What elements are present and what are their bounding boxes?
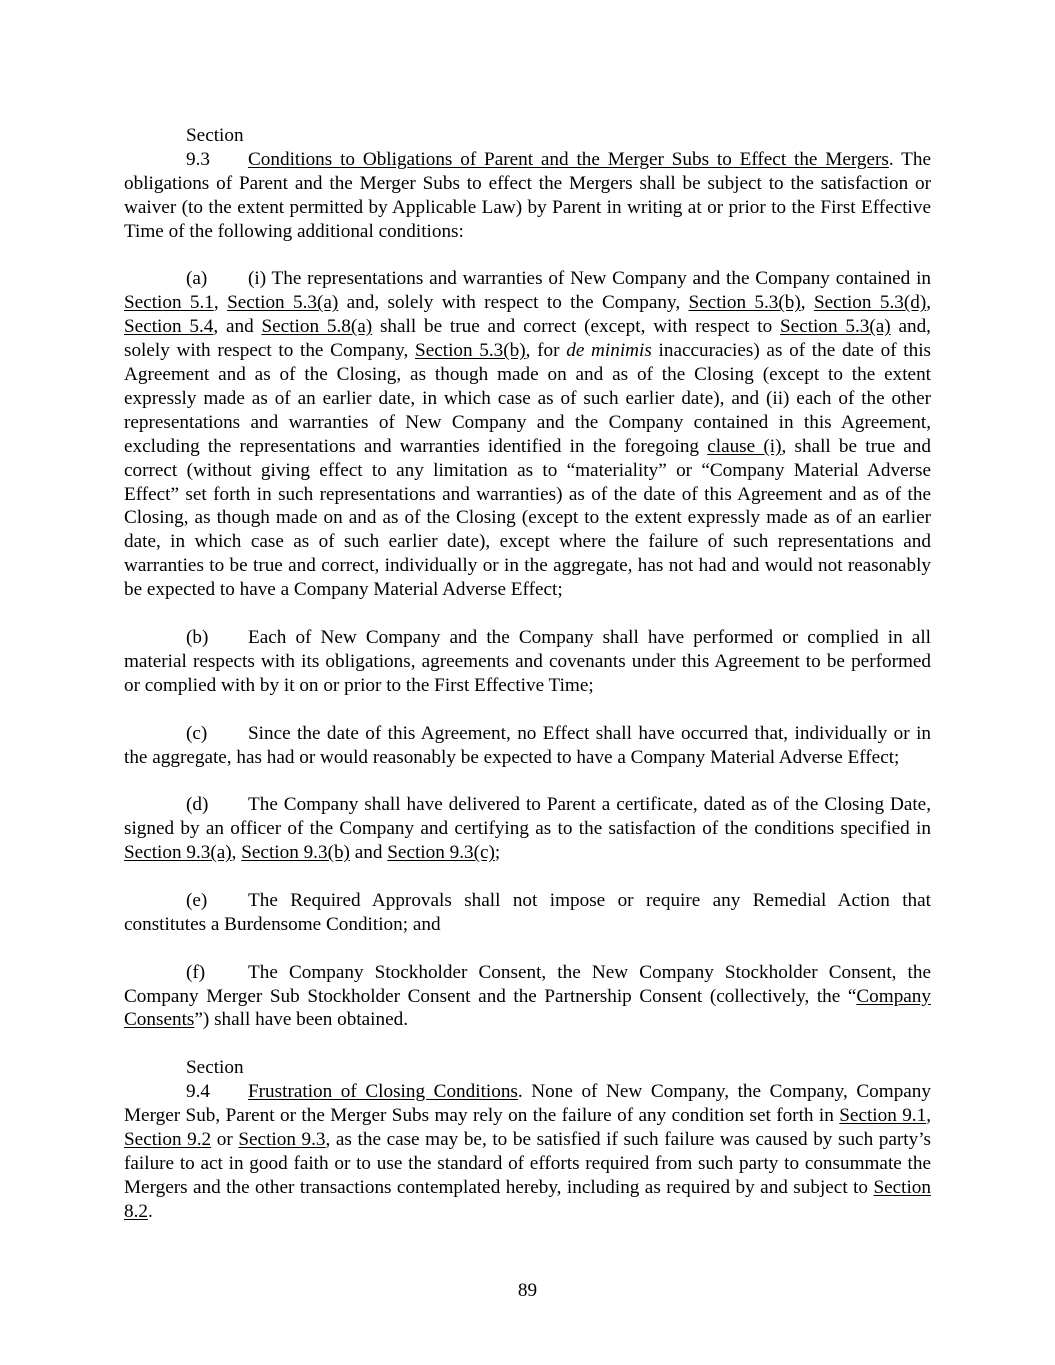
cross-reference: Section 5.3(a)	[780, 316, 891, 338]
clause-label: (b)	[186, 627, 209, 648]
cross-reference: Section 5.3(b)	[415, 340, 526, 362]
section-9-4: Section 9.4 Frustration of Closing Conditions. None of New Company, the Company, Company Merger Sub, Parent or the Merger Subs may rely on the failure of any condition set forth in Section 9.1, Section 9.2 or Section 9.3, as the case may be, to be satisfied if such failure was caused by such party’s failure to act in good faith or to use the standard of efforts required from such party to consummate the Mergers and the other transactions contemplated hereby, including as required by and subject to Section 8.2.	[124, 1057, 931, 1222]
clause-a: (a) (i) The representations and warranties of New Company and the Company contained in Section 5.1, Section 5.3(a) and, solely with respect to the Company, Section 5.3(b), Section 5.3(d), Section 5.4, and Section 5.8(a) shall be true and correct (except, with respect to Section 5.3(a) and, solely with respect to the Company, Section 5.3(b), for de minimis inaccuracies) as of the date of this Agreement and as of the Closing, as though made on and as of the Closing (except to the extent expressly made as of an earlier date, in which case as of such earlier date), and (ii) each of the other representations and warranties of New Company and the Company contained in this Agreement, excluding the representations and warranties identified in the foregoing clause (i), shall be true and correct (without giving effect to any limitation as to “materiality” or “Company Material Adverse Effect” set forth in such representations and warranties) as of the date of this Agreement and as of the Closing, as though made on and as of the Closing (except to the extent expressly made as of an earlier date, in which case as of such earlier date), except where the failure of such representations and warranties to be true and correct, individually or in the aggregate, has not had and would not reasonably be expected to have a Company Material Adverse Effect;	[124, 268, 932, 601]
section-title: Conditions to Obligations of Parent and the Merger Subs to Effect the Mergers	[248, 148, 889, 170]
cross-reference: Section 5.8(a)	[261, 316, 373, 338]
section-number: Section 9.3	[186, 125, 244, 170]
latin-term: de minimis	[566, 340, 652, 362]
clause-label: (a)	[186, 268, 208, 290]
clause-e: (e) The Required Approvals shall not impose or require any Remedial Action that constitutes a Burdensome Condition; and	[124, 889, 931, 935]
section-title: Frustration of Closing Conditions	[248, 1081, 518, 1103]
cross-reference: Section 9.3	[238, 1128, 326, 1150]
cross-reference: Section 9.3(a)	[124, 842, 232, 864]
cross-reference: Section 5.1	[124, 292, 214, 314]
cross-reference: Section 5.3(a)	[227, 292, 339, 314]
clause-label: (f)	[186, 961, 206, 983]
defined-term: Company Consents	[124, 985, 931, 1031]
document-page	[124, 124, 931, 1247]
cross-reference: Section 9.3(b)	[241, 842, 350, 864]
cross-reference: Section 5.3(b)	[688, 292, 801, 314]
clause-label: (c)	[186, 722, 208, 744]
cross-reference: Section 9.2	[124, 1128, 212, 1150]
section-number: Section 9.4	[186, 1057, 244, 1103]
clause-d: (d) The Company shall have delivered to Parent a certificate, dated as of the Closing Date, signed by an officer of the Company and certifying as to the satisfaction of the conditions specified in Section 9.3(a), Section 9.3(b) and Section 9.3(c);	[124, 794, 931, 864]
clause-label: (d)	[186, 794, 209, 816]
cross-reference: Section 8.2	[124, 1176, 931, 1222]
cross-reference: Section 5.3(d)	[813, 292, 927, 314]
cross-reference: clause (i)	[707, 435, 782, 457]
cross-reference: Section 5.4	[124, 316, 214, 338]
cross-reference: Section 9.3(c)	[387, 842, 495, 864]
section-9-3: Section 9.3 Conditions to Obligations of Parent and the Merger Subs to Effect the Mergers. The obligations of Parent and the Merger Subs to effect the Mergers shall be subject to the satisfaction or waiver (to the extent permitted by Applicable Law) by Parent in writing at or prior to the First Effective Time of the following additional conditions:	[124, 125, 931, 242]
clause-c: (c) Since the date of this Agreement, no Effect shall have occurred that, individually or in the aggregate, has had or would reasonably be expected to have a Company Material Adverse Effect;	[124, 722, 931, 768]
page-number: 89	[517, 1280, 538, 1301]
clause-label: (e)	[186, 889, 208, 911]
clause-b: (b) Each of New Company and the Company shall have performed or complied in all material respects with its obligations, agreements and covenants under this Agreement to be performed or complied with by it on or prior to the First Effective Time;	[124, 627, 931, 696]
clause-f: (f) The Company Stockholder Consent, the New Company Stockholder Consent, the Company Merger Sub Stockholder Consent and the Partnership Consent (collectively, the “Company Consents”) shall have been obtained.	[124, 961, 931, 1031]
cross-reference: Section 9.1	[839, 1105, 927, 1127]
